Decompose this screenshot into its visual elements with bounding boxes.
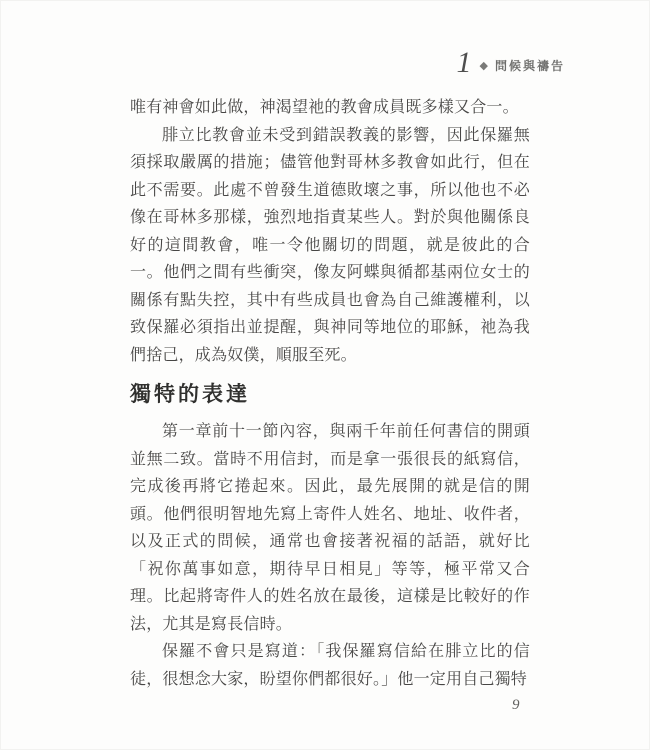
main-text-block [130, 94, 530, 693]
section-paragraph-1: 第一章前十一節內容，與兩千年前任何書信的開頭並無二致。當時不用信封，而是拿一張很長的紙寫信，完成後再將它捲起來。因此，最先展開的就是信的開頭。他們很明智地先寫上寄件人姓名、地址、收件者，以及正式的問候，通常也會接著祝福的話語，就好比「祝你萬事如意，期待早日相見」等等，極平常又合理。比起將寄件人的姓名放在最後，這樣是比較好的作法，尤其是寫長信時。 [130, 423, 530, 633]
section-heading: 獨特的表達 [130, 382, 250, 406]
chapter-number: 1 [456, 46, 472, 79]
intro-paragraph-2: 腓立比教會並未受到錯誤教義的影響，因此保羅無須採取嚴厲的措施；儘管他對哥林多教會如此行，但在此不需要。此處不曾發生道德敗壞之事，所以他也不必像在哥林多那樣，強烈地指責某些人。對於與他關係良好的這間教會，唯一令他關切的問題，就是彼此的合一。他們之間有些衝突，像友阿蝶與循都基兩位女士的關係有點失控，其中有些成員也會為自己維護權利，以致保羅必須指出並提醒，與神同等地位的耶穌，祂為我們捨己，成為奴僕，順服至死。 [130, 126, 530, 364]
diamond-icon: ◆ [479, 59, 488, 72]
chapter-title: 問候與禱告 [494, 59, 565, 73]
intro-paragraph-1: 唯有神會如此做，神渴望祂的教會成員既多樣又合一。 [130, 99, 519, 116]
running-head [457, 46, 565, 80]
section-paragraph-2: 保羅不會只是寫道：「我保羅寫信給在腓立比的信徒，很想念大家，盼望你們都很好。」他一定用自己獨特 [130, 643, 530, 688]
page-number: 9 [512, 697, 520, 713]
